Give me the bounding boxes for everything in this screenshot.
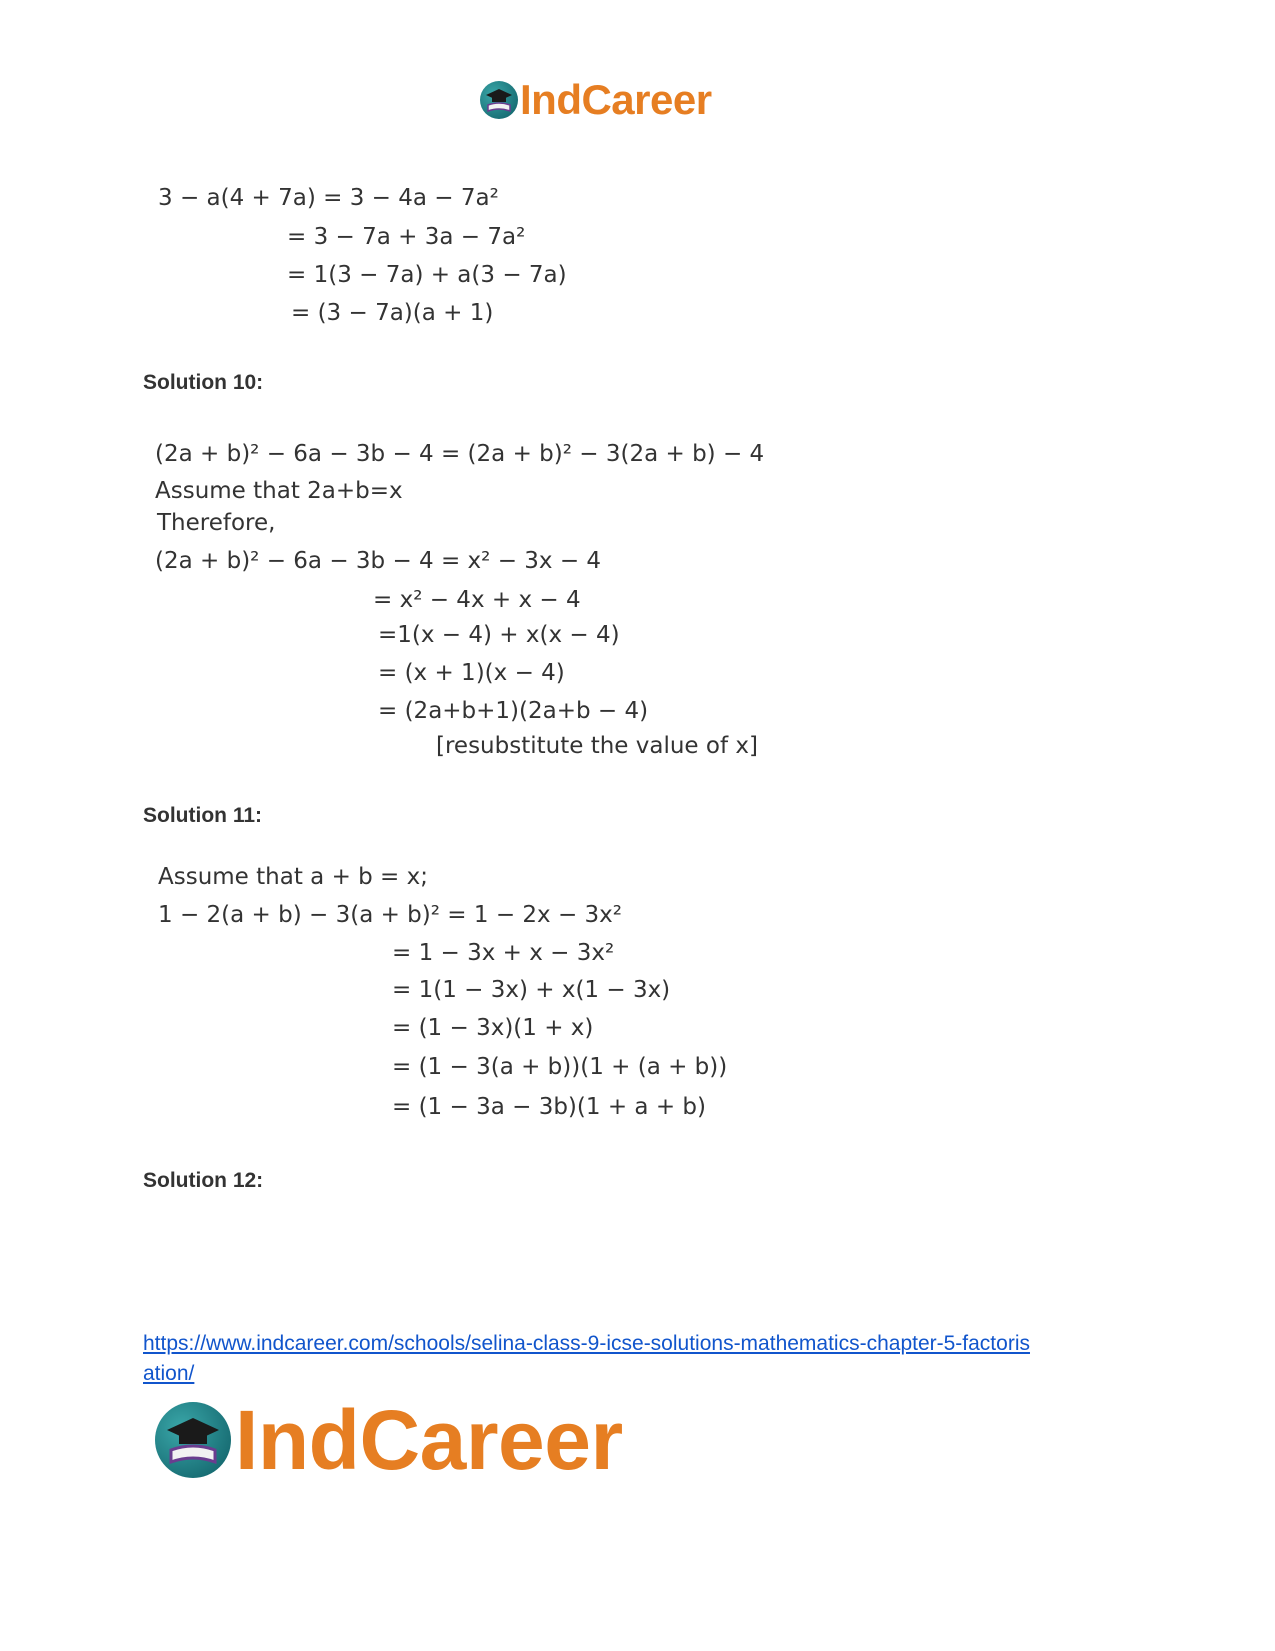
source-link-line-2: ation/ bbox=[143, 1362, 195, 1385]
math-line: =1(x − 4) + x(x − 4) bbox=[378, 622, 620, 648]
solution-12-heading: Solution 12: bbox=[143, 1169, 264, 1192]
math-line: 1 − 2(a + b) − 3(a + b)² = 1 − 2x − 3x² bbox=[158, 902, 622, 928]
solution-11-heading: Solution 11: bbox=[143, 804, 263, 827]
source-link-line-1: https://www.indcareer.com/schools/selina-class-9-icse-solutions-mathematics-chapter-5-factoris bbox=[143, 1332, 1030, 1355]
solution-10-heading: Solution 10: bbox=[143, 371, 264, 394]
math-line: Assume that 2a+b=x bbox=[155, 478, 403, 504]
source-link[interactable] bbox=[143, 1329, 1030, 1389]
math-line: = x² − 4x + x − 4 bbox=[373, 587, 581, 613]
header-logo bbox=[480, 78, 712, 122]
graduation-cap-book-icon bbox=[155, 1402, 231, 1478]
math-line: Therefore, bbox=[157, 510, 276, 536]
math-line: = 1(1 − 3x) + x(1 − 3x) bbox=[392, 977, 671, 1003]
math-line: = 3 − 7a + 3a − 7a² bbox=[287, 224, 526, 250]
math-line: Assume that a + b = x; bbox=[158, 864, 429, 890]
math-line: (2a + b)² − 6a − 3b − 4 = (2a + b)² − 3(2a + b) − 4 bbox=[155, 441, 765, 467]
math-line: = (1 − 3x)(1 + x) bbox=[392, 1015, 594, 1041]
math-line: = (1 − 3(a + b))(1 + (a + b)) bbox=[392, 1054, 728, 1080]
math-line: = 1 − 3x + x − 3x² bbox=[392, 940, 615, 966]
math-line: = (2a+b+1)(2a+b − 4) bbox=[378, 698, 649, 724]
footer-logo bbox=[155, 1393, 623, 1487]
math-line: [resubstitute the value of x] bbox=[436, 733, 758, 759]
math-line: (2a + b)² − 6a − 3b − 4 = x² − 3x − 4 bbox=[155, 548, 602, 574]
math-line: 3 − a(4 + 7a) = 3 − 4a − 7a² bbox=[158, 185, 499, 211]
header-brand-text: IndCareer bbox=[520, 76, 712, 123]
footer-brand-text: IndCareer bbox=[235, 1393, 623, 1487]
math-line: = (1 − 3a − 3b)(1 + a + b) bbox=[392, 1094, 706, 1120]
graduation-cap-book-icon bbox=[480, 81, 518, 119]
math-line: = (3 − 7a)(a + 1) bbox=[291, 300, 494, 326]
math-line: = 1(3 − 7a) + a(3 − 7a) bbox=[287, 262, 567, 288]
math-line: = (x + 1)(x − 4) bbox=[378, 660, 565, 686]
